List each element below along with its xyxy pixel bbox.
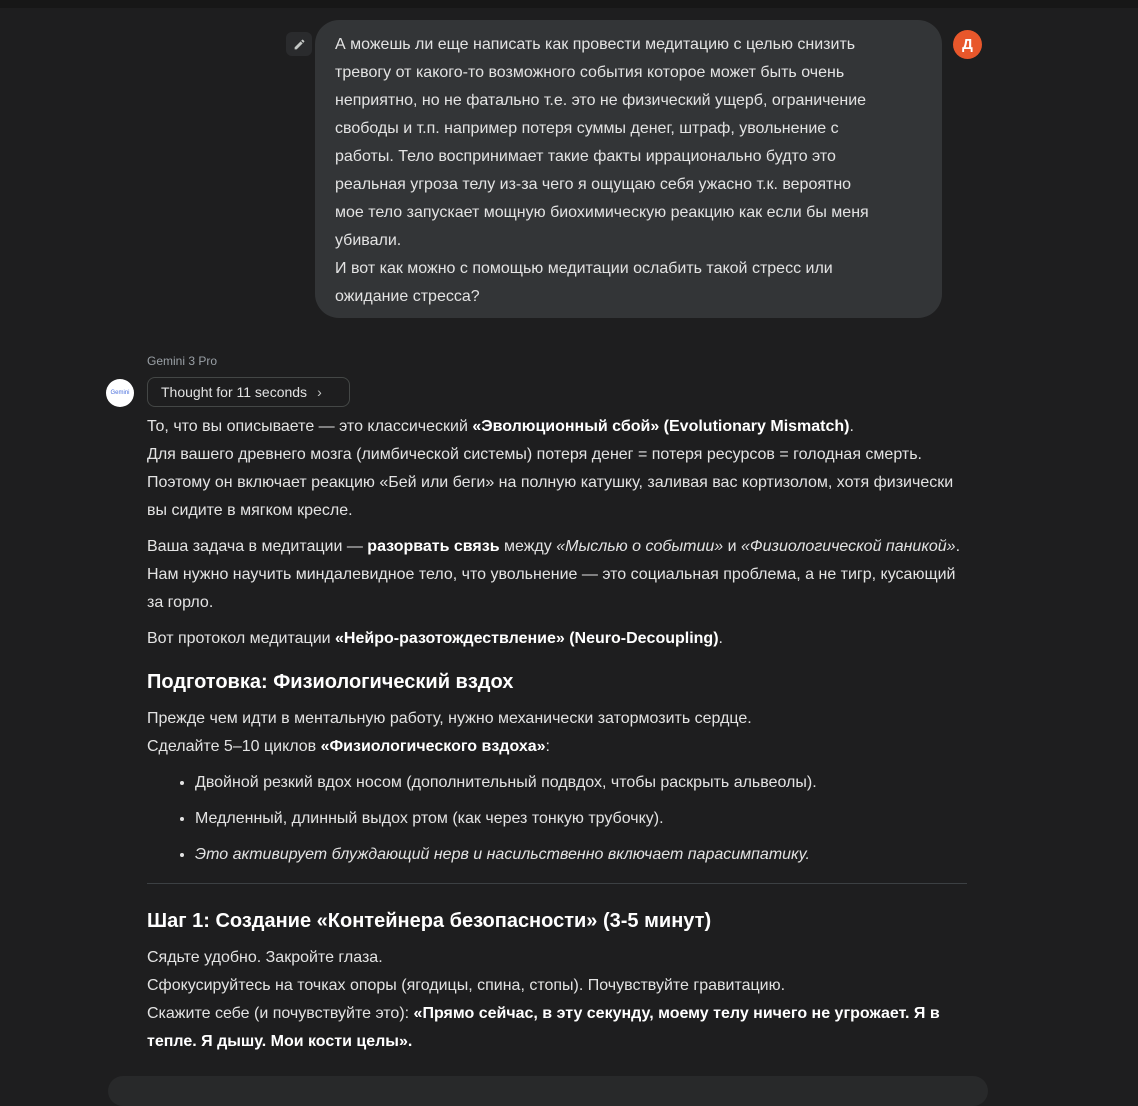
bold-text: разорвать связь: [367, 538, 500, 555]
text: Сядьте удобно. Закройте глаза.: [147, 949, 383, 966]
user-message-line: А можешь ли еще написать как провести медитацию с целью снизить: [335, 36, 856, 53]
text: :: [545, 738, 550, 755]
user-message-line: ожидание стресса?: [335, 288, 480, 305]
user-message-line: мое тело запускает мощную биохимическую реакцию как если бы меня: [335, 204, 869, 221]
text: Сделайте 5–10 циклов: [147, 738, 321, 755]
gemini-logo-icon: [106, 379, 134, 407]
italic-text: «Физиологической паникой»: [741, 538, 956, 555]
list-item: • Двойной резкий вдох носом (дополнительный подвдох, чтобы раскрыть альвеолы).: [195, 769, 967, 797]
model-label: Gemini 3 Pro: [147, 354, 218, 368]
user-message-line: И вот как можно с помощью медитации ослабить такой стресс или: [335, 260, 833, 277]
text: .: [718, 630, 723, 647]
response-paragraph: [147, 705, 967, 761]
section-heading: Подготовка: Физиологический вздох: [147, 671, 514, 693]
response-paragraph: [147, 413, 967, 525]
user-message-line: тревогу от какого-то возможного события которое может быть очень: [335, 64, 845, 81]
text: Скажите себе (и почувствуйте это):: [147, 1005, 414, 1022]
bullet-list: [147, 769, 967, 869]
chevron-right-icon: ›: [317, 384, 322, 400]
bold-text: «Прямо сейчас, в эту секунду, моему телу ничего не угрожает. Я в тепле. Я дышу. Мои кости целы»: [147, 1005, 940, 1050]
pencil-icon: [293, 38, 306, 51]
divider: [147, 883, 967, 884]
text: между: [499, 538, 557, 555]
user-message-line: свободы и т.п. например потеря суммы денег, штраф, увольнение с: [335, 120, 839, 137]
response-paragraph: [147, 625, 967, 653]
bold-text: «Нейро-разотождествление» (Neuro-Decoupling): [335, 630, 719, 647]
italic-text: «Мыслью о событии»: [556, 538, 724, 555]
edit-message-button[interactable]: [286, 32, 312, 56]
text: То, что вы описываете — это классический: [147, 418, 473, 435]
text: . Нам нужно научить миндалевидное тело, что увольнение — это социальная проблема, а не тигр, кусающий за горло.: [147, 538, 961, 611]
text: .: [849, 418, 854, 435]
list-item: [195, 841, 967, 869]
response-paragraph: [147, 533, 967, 617]
top-bar: [0, 0, 1138, 8]
text: Для вашего древнего мозга (лимбической системы) потеря денег = потеря ресурсов = голодная смерть. Поэтому он включает реакцию «Бей или беги» на полную катушку, заливая вас кортизолом, хотя физически вы сидите в мягком кресле.: [147, 446, 954, 519]
model-response: [147, 413, 967, 1064]
user-avatar[interactable]: [953, 30, 982, 59]
thought-label: Thought for 11 seconds: [161, 384, 308, 400]
text: Прежде чем идти в ментальную работу, нужно механически затормозить сердце.: [147, 710, 752, 727]
user-message-line: работы. Тело воспринимает такие факты иррационально будто это: [335, 148, 836, 165]
section-heading: Шаг 1: Создание «Контейнера безопасности» (3-5 минут): [147, 910, 712, 932]
avatar-letter: Д: [962, 36, 973, 53]
prompt-input-bar[interactable]: [108, 1076, 988, 1106]
bold-text: .: [407, 1033, 413, 1050]
response-paragraph: [147, 944, 967, 1056]
bold-text: «Эволюционный сбой» (Evolutionary Mismatch): [472, 418, 850, 435]
user-message-line: неприятно, но не фатально т.е. это не физический ущерб, ограничение: [335, 92, 867, 109]
text: Вот протокол медитации: [147, 630, 336, 647]
user-message-line: реальная угроза телу из-за чего я ощущаю себя ужасно т.к. вероятно: [335, 176, 852, 193]
text: и: [723, 538, 741, 555]
user-message-bubble: [315, 20, 942, 318]
text: Ваша задача в медитации —: [147, 538, 368, 555]
text: Сфокусируйтесь на точках опоры (ягодицы, спина, стопы). Почувствуйте гравитацию.: [147, 977, 786, 994]
user-message-line: убивали.: [335, 232, 402, 249]
list-item: • Медленный, длинный выдох ртом (как через тонкую трубочку).: [195, 805, 967, 833]
gemini-logo-text: Gemini: [110, 390, 130, 396]
thought-toggle-button[interactable]: [147, 377, 350, 407]
italic-text: Это активирует блуждающий нерв и насильственно включает парасимпатику.: [195, 846, 810, 863]
bold-text: «Физиологического вздоха»: [320, 738, 546, 755]
